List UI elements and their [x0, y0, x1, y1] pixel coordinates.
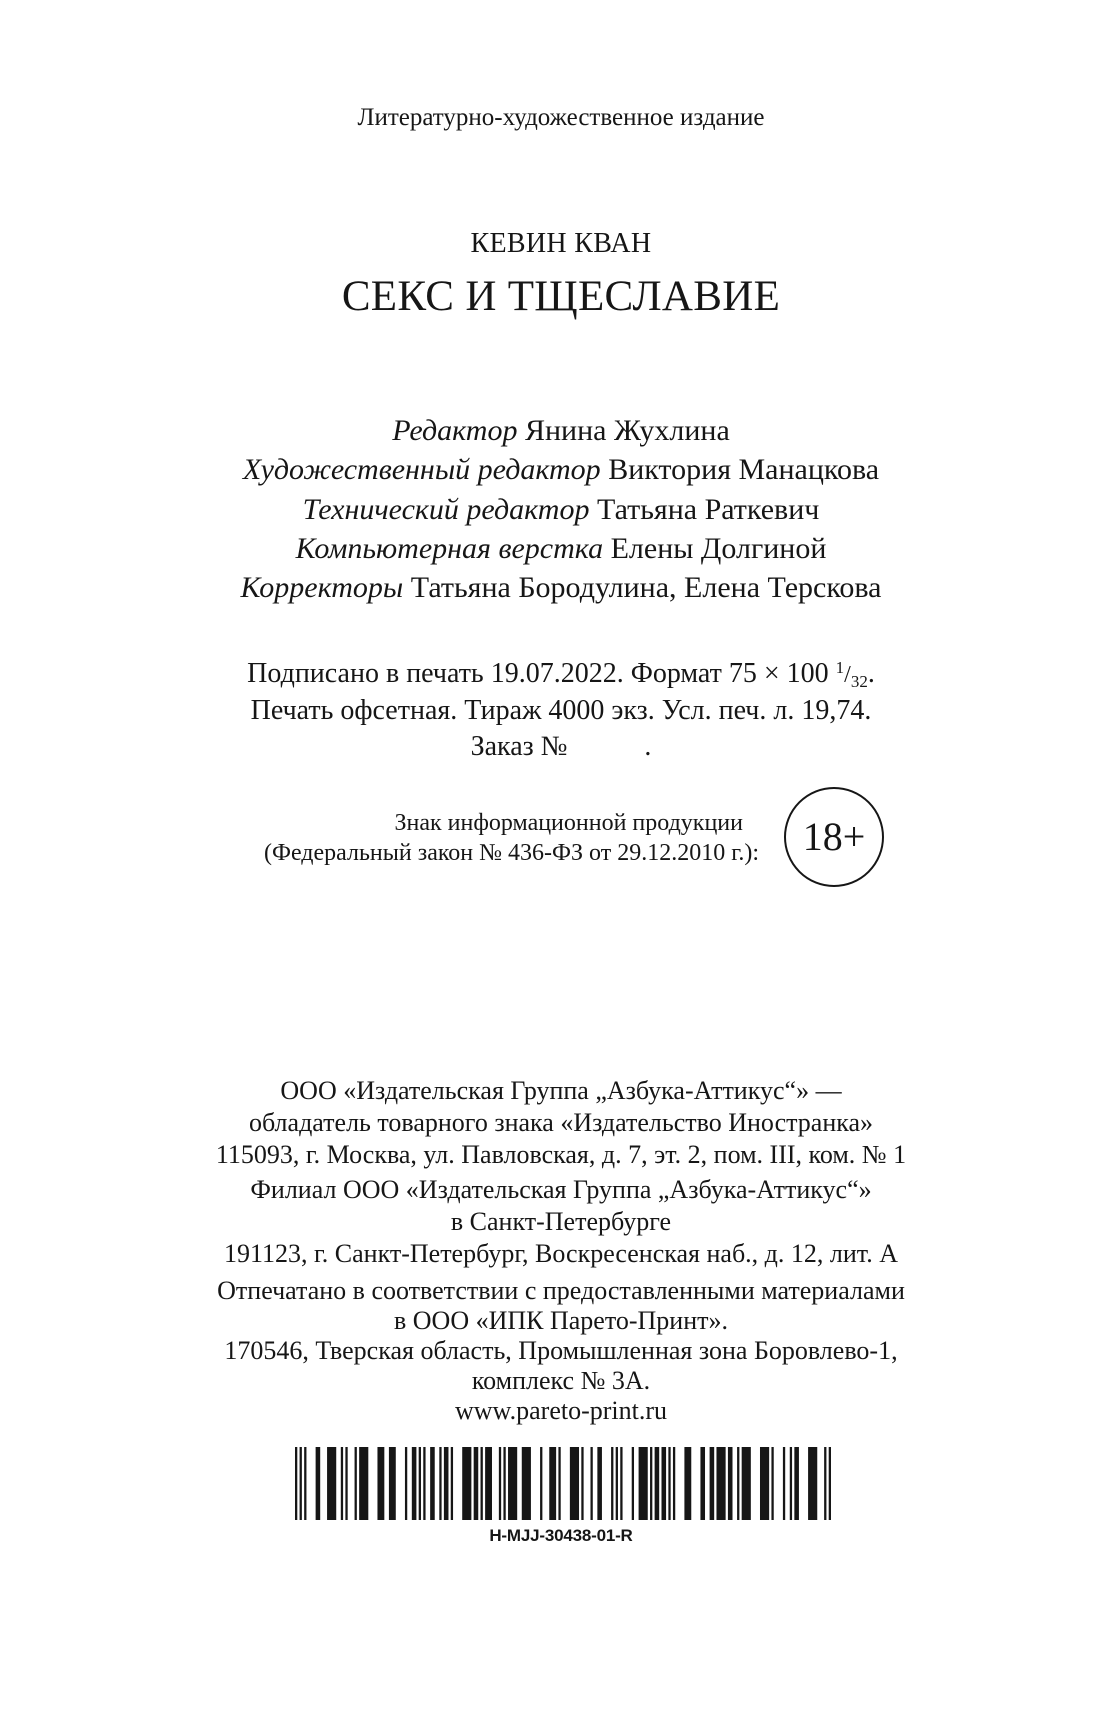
print-line1-end: . [867, 658, 875, 689]
barcode-bar [794, 1447, 799, 1520]
barcode-bar [632, 1447, 634, 1520]
credit-name: Татьяна Бородулина, Елена Терскова [410, 571, 882, 605]
barcode-bar [377, 1447, 384, 1520]
age-rating-label-line2: (Федеральный закон № 436-ФЗ от 29.12.2010 г.): [263, 840, 759, 866]
credit-line [111, 450, 1011, 489]
barcode-bar [439, 1447, 441, 1520]
barcode-bar [790, 1447, 792, 1520]
barcode-bar [650, 1447, 652, 1520]
barcode-bar [655, 1447, 660, 1520]
credit-name: Виктория Манацкова [608, 453, 880, 487]
barcode-bar [499, 1447, 501, 1520]
age-rating-text: 18+ [802, 814, 866, 859]
printer-paragraph [111, 1276, 1011, 1426]
publisher-line: Филиал ООО «Издательская Группа „Азбука-Аттикус“» [250, 1175, 872, 1204]
barcode-bar [345, 1447, 347, 1520]
barcode-bar [430, 1447, 435, 1520]
barcode-bar [423, 1447, 425, 1520]
format-fraction-slash: / [844, 662, 851, 688]
print-info [111, 656, 1011, 765]
barcode-bar [405, 1447, 407, 1520]
credits-list [111, 411, 1011, 607]
barcode-bar [503, 1447, 505, 1520]
printer-website: www.pareto-print.ru [454, 1396, 668, 1425]
credit-name: Татьяна Раткевич [596, 492, 820, 526]
barcode-bar [639, 1447, 648, 1520]
barcode-bar [549, 1447, 556, 1520]
barcode-bar [771, 1447, 773, 1520]
barcode-bar [304, 1447, 306, 1520]
barcode-bar [327, 1447, 336, 1520]
publisher-branch-paragraph [111, 1174, 1011, 1270]
barcode-bar [389, 1447, 396, 1520]
author-name: КЕВИН КВАН [470, 228, 652, 259]
barcode-bar [716, 1447, 725, 1520]
barcode-bar [616, 1447, 618, 1520]
credit-role: Художественный редактор [242, 453, 601, 487]
barcode-bar [300, 1447, 302, 1520]
barcode-bar [611, 1447, 613, 1520]
barcode-bar [508, 1447, 517, 1520]
book-title: СЕКС И ТЩЕСЛАВИЕ [341, 273, 781, 320]
barcode-bar [668, 1447, 670, 1520]
barcode-bar [481, 1447, 483, 1520]
print-info-line: Печать офсетная. Тираж 4000 экз. Усл. печ. л. 19,74. [250, 695, 872, 726]
barcode-bar [662, 1447, 667, 1520]
order-number-line [111, 729, 1011, 765]
credit-name: Елены Долгиной [610, 531, 827, 565]
barcode-bar [444, 1447, 449, 1520]
order-end: . [644, 731, 652, 762]
edition-type: Литературно-художественное издание [357, 104, 765, 131]
printer-address: 170546, Тверская область, Промышленная зона Боровлево-1, [224, 1336, 898, 1365]
credit-line [111, 490, 1011, 529]
publisher-line: обладатель товарного знака «Издательство Иностранка» [248, 1108, 874, 1137]
barcode-bar [581, 1447, 583, 1520]
barcode-bar [316, 1447, 321, 1520]
printer-line: в ООО «ИПК Парето-Принт». [393, 1306, 728, 1335]
signed-and-format-text: Подписано в печать 19.07.2022. Формат 75 × 100 [247, 658, 829, 689]
format-fraction-denominator: 32 [850, 672, 868, 691]
barcode-bar [808, 1447, 817, 1520]
barcode-bar [570, 1447, 579, 1520]
publisher-paragraph [111, 1075, 1011, 1171]
barcode-bar [558, 1447, 560, 1520]
barcode-bar [462, 1447, 471, 1520]
credit-role: Редактор [392, 414, 518, 447]
barcode-bar [710, 1447, 715, 1520]
credit-role: Технический редактор [302, 492, 590, 526]
barcode-bar [783, 1447, 785, 1520]
publisher-line: ООО «Издательская Группа „Азбука-Аттикус“» — [280, 1076, 842, 1105]
credit-line [111, 529, 1011, 568]
age-rating-badge [784, 787, 884, 887]
barcode-bar [829, 1447, 831, 1520]
publisher-address: 191123, г. Санкт-Петербург, Воскресенская наб., д. 12, лит. А [224, 1239, 898, 1268]
barcode [295, 1447, 831, 1520]
barcode-bar [474, 1447, 479, 1520]
barcode-bar [412, 1447, 417, 1520]
barcode-text: H-MJJ-30438-01-R [489, 1526, 633, 1545]
barcode-bar [760, 1447, 769, 1520]
barcode-bar [540, 1447, 542, 1520]
publisher-line: в Санкт-Петербурге [450, 1207, 672, 1236]
barcode-bar [451, 1447, 453, 1520]
barcode-bar [590, 1447, 592, 1520]
barcode-bar [522, 1447, 531, 1520]
barcode-bar [341, 1447, 343, 1520]
format-fraction-numerator: 1 [835, 658, 845, 677]
print-info-line [111, 656, 1011, 693]
barcode-bar [824, 1447, 826, 1520]
barcode-bar [597, 1447, 602, 1520]
publisher-address: 115093, г. Москва, ул. Павловская, д. 7, эт. 2, пом. III, ком. № 1 [215, 1140, 907, 1169]
barcode-bar [620, 1447, 622, 1520]
printer-line: Отпечатано в соответствии с предоставленными материалами [217, 1276, 905, 1305]
age-rating-label-line1: Знак информационной продукции [394, 810, 743, 836]
barcode-bar [700, 1447, 705, 1520]
credit-name: Янина Жухлина [524, 414, 730, 447]
credit-role: Компьютерная верстка [295, 531, 604, 565]
barcode-bar [737, 1447, 739, 1520]
credit-role: Корректоры [240, 571, 404, 605]
credit-line [111, 411, 1011, 450]
barcode-bar [684, 1447, 691, 1520]
barcode-bar [673, 1447, 675, 1520]
credit-line [111, 568, 1011, 607]
barcode-bar [419, 1447, 421, 1520]
barcode-bar [295, 1447, 297, 1520]
barcode-bar [359, 1447, 368, 1520]
printer-address: комплекс № 3А. [471, 1366, 651, 1395]
barcode-bar [355, 1447, 357, 1520]
barcode-bar [742, 1447, 751, 1520]
barcode-bar [728, 1447, 733, 1520]
barcode-bar [485, 1447, 492, 1520]
order-label: Заказ № [470, 731, 568, 762]
